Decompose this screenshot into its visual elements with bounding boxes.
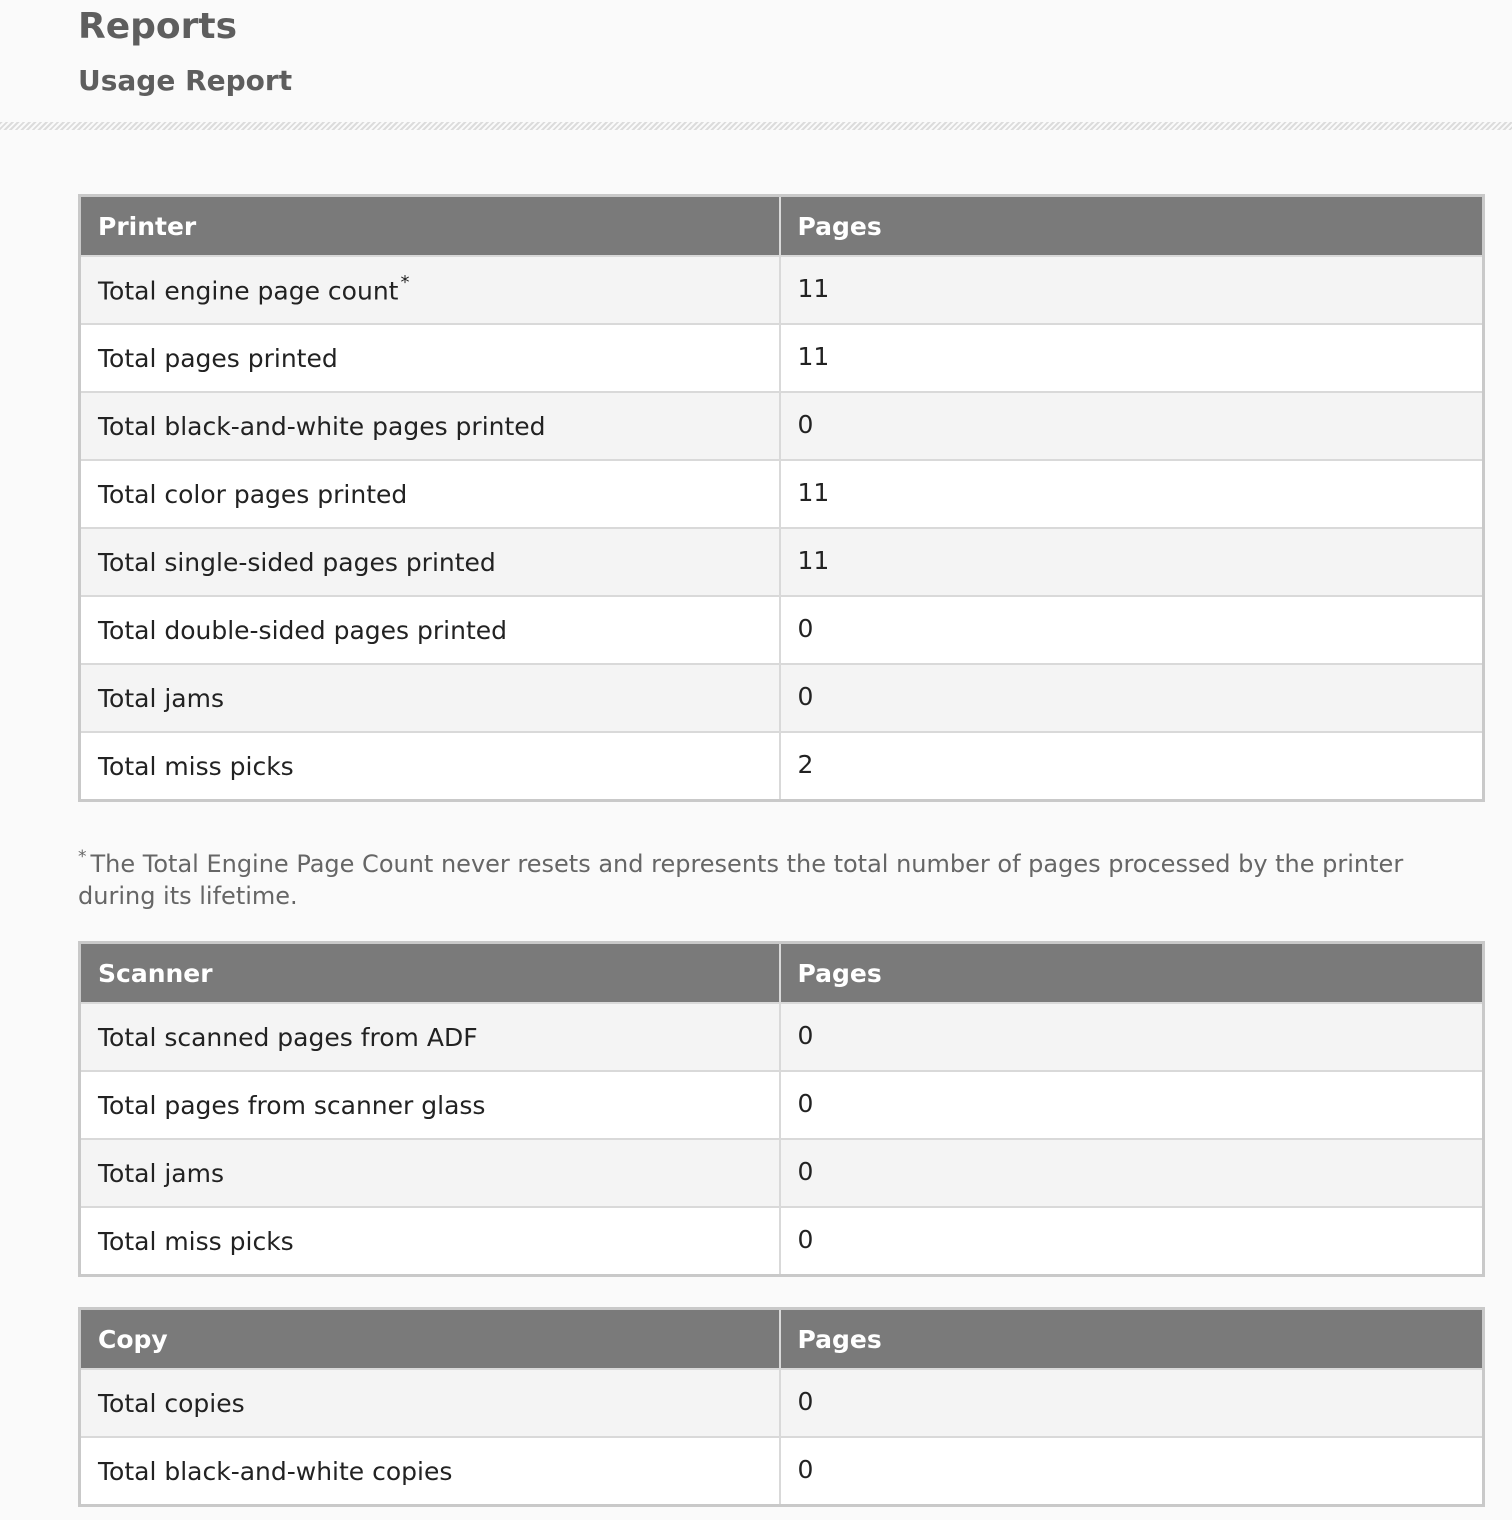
row-value	[780, 528, 1484, 596]
row-value	[780, 324, 1484, 392]
row-label: Total black-and-white copies	[80, 1437, 780, 1506]
row-value-text: 11	[797, 477, 830, 507]
row-value	[780, 664, 1484, 732]
row-value	[780, 1437, 1484, 1506]
row-value-text: 0	[797, 1156, 814, 1186]
row-label: Total copies	[80, 1369, 780, 1437]
row-label: Total black-and-white pages printed	[80, 392, 780, 460]
table-row	[80, 1139, 1484, 1207]
table-row	[80, 1369, 1484, 1437]
table-row	[80, 1003, 1484, 1071]
table-header-row	[80, 943, 1484, 1004]
table-row	[80, 1437, 1484, 1506]
column-header-scanner: Scanner	[80, 943, 780, 1004]
row-value	[780, 460, 1484, 528]
table-header-row	[80, 1309, 1484, 1370]
table-row	[80, 1071, 1484, 1139]
printer-usage-table	[78, 194, 1485, 802]
copy-usage-table	[78, 1307, 1485, 1507]
row-value	[780, 1369, 1484, 1437]
column-header-printer: Printer	[80, 196, 780, 257]
engine-count-footnote	[78, 842, 1468, 912]
table-row	[80, 732, 1484, 801]
row-value	[780, 732, 1484, 801]
row-label-text: Total engine page count	[98, 276, 399, 306]
row-label: Total miss picks	[80, 1207, 780, 1276]
row-value-text: 0	[797, 1386, 814, 1416]
column-header-pages: Pages	[780, 1309, 1484, 1370]
row-value-text: 11	[797, 341, 830, 371]
page-subtitle: Usage Report	[78, 64, 293, 97]
row-label	[80, 256, 780, 324]
table-row	[80, 1207, 1484, 1276]
row-value-text: 0	[797, 1020, 814, 1050]
table-row	[80, 256, 1484, 324]
row-label: Total single-sided pages printed	[80, 528, 780, 596]
table-row	[80, 324, 1484, 392]
row-value-text: 0	[797, 681, 814, 711]
column-header-pages: Pages	[780, 943, 1484, 1004]
row-label: Total scanned pages from ADF	[80, 1003, 780, 1071]
header-divider	[0, 122, 1512, 130]
table-row	[80, 596, 1484, 664]
table-row	[80, 664, 1484, 732]
row-value-text: 0	[797, 1224, 814, 1254]
row-value	[780, 256, 1484, 324]
footnote-text: The Total Engine Page Count never resets and represents the total number of pages processed by the printer during its lifetime.	[78, 850, 1404, 910]
column-header-copy: Copy	[80, 1309, 780, 1370]
row-value	[780, 1139, 1484, 1207]
footnote-marker: *	[400, 272, 410, 294]
row-label: Total jams	[80, 664, 780, 732]
row-value	[780, 392, 1484, 460]
row-value-text: 0	[797, 613, 814, 643]
row-label: Total double-sided pages printed	[80, 596, 780, 664]
table-row	[80, 528, 1484, 596]
row-value	[780, 1207, 1484, 1276]
row-label: Total pages printed	[80, 324, 780, 392]
row-value	[780, 596, 1484, 664]
table-header-row	[80, 196, 1484, 257]
row-value-text: 11	[797, 273, 830, 303]
row-value	[780, 1003, 1484, 1071]
row-value-text: 0	[797, 409, 814, 439]
table-row	[80, 392, 1484, 460]
row-value-text: 2	[797, 749, 814, 779]
row-value-text: 11	[797, 545, 830, 575]
row-label: Total miss picks	[80, 732, 780, 801]
scanner-usage-table	[78, 941, 1485, 1277]
table-row	[80, 460, 1484, 528]
row-value-text: 0	[797, 1454, 814, 1484]
page-title: Reports	[78, 6, 238, 47]
row-value	[780, 1071, 1484, 1139]
row-value-text: 0	[797, 1088, 814, 1118]
footnote-marker: *	[78, 847, 87, 867]
row-label: Total color pages printed	[80, 460, 780, 528]
row-label: Total jams	[80, 1139, 780, 1207]
column-header-pages: Pages	[780, 196, 1484, 257]
row-label: Total pages from scanner glass	[80, 1071, 780, 1139]
